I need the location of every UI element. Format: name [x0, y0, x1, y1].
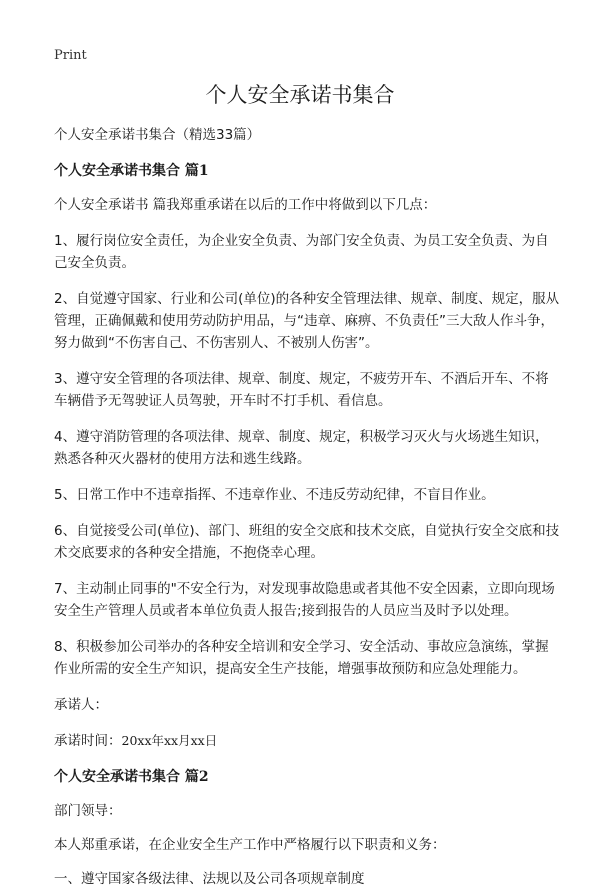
commitment-item-2: 2、自觉遵守国家、行业和公司(单位)的各种安全管理法律、规章、制度、规定，服从管理，正确佩戴和使用劳动防护用品，与“违章、麻痹、不负责任”三大敌人作斗争，努力做到“不伤害自己、不伤害别人、不被别人伤害”。: [54, 291, 560, 351]
commitment-item-3: 3、遵守安全管理的各项法律、规章、制度、规定，不疲劳开车、不酒后开车、不将车辆借予无驾驶证人员驾驶，开车时不打手机、看信息。: [54, 371, 549, 409]
section-heading-2-number: 2: [198, 769, 209, 785]
commitment-item-6: 6、自觉接受公司(单位)、部门、班组的安全交底和技术交底，自觉执行安全交底和技术交底要求的各种安全措施，不抱侥幸心理。: [54, 523, 560, 561]
section-2-intro: 本人郑重承诺，在企业安全生产工作中严格履行以下职责和义务：: [54, 837, 446, 853]
section-heading-1-text: 个人安全承诺书集合 篇: [54, 163, 199, 179]
section-2-salutation: 部门领导：: [54, 803, 122, 819]
commitment-item-7: 7、主动制止同事的"不安全行为，对发现事故隐患或者其他不安全因素，立即向现场安全生产管理人员或者本单位负责人报告;接到报告的人员应当及时予以处理。: [54, 581, 555, 619]
date-line: [54, 730, 560, 752]
date-label: 承诺时间：: [54, 733, 122, 749]
commitment-item-4: 4、遵守消防管理的各项法律、规章、制度、规定，积极学习灭火与火场逃生知识，熟悉各种灭火器材的使用方法和逃生线路。: [54, 429, 549, 467]
commitment-item-5: 5、日常工作中不违章指挥、不违章作业、不违反劳动纪律，不盲目作业。: [54, 487, 495, 503]
commitment-item-8: 8、积极参加公司举办的各种安全培训和安全学习、安全活动、事故应急演练，掌握作业所需的安全生产知识，提高安全生产技能，增强事故预防和应急处理能力。: [54, 639, 549, 677]
document-subtitle: 个人安全承诺书集合（精选33篇）: [54, 127, 261, 143]
section-heading-1: [54, 160, 560, 182]
document-title: 个人安全承诺书集合: [205, 83, 395, 107]
section-2-item-1: 一、遵守国家各级法律、法规以及公司各项规章制度: [54, 871, 365, 887]
section-1-intro: 个人安全承诺书 篇我郑重承诺在以后的工作中将做到以下几点：: [54, 197, 437, 213]
date-value: 20xx年xx月xx日: [121, 733, 218, 748]
section-heading-1-number: 1: [198, 163, 209, 179]
print-link[interactable]: Print: [54, 48, 87, 63]
section-heading-2-text: 个人安全承诺书集合 篇: [54, 769, 199, 785]
section-heading-2: [54, 766, 560, 788]
commitment-item-1: 1、履行岗位安全责任，为企业安全负责、为部门安全负责、为员工安全负责、为自己安全负责。: [54, 233, 549, 271]
signer-line: 承诺人：: [54, 697, 108, 713]
